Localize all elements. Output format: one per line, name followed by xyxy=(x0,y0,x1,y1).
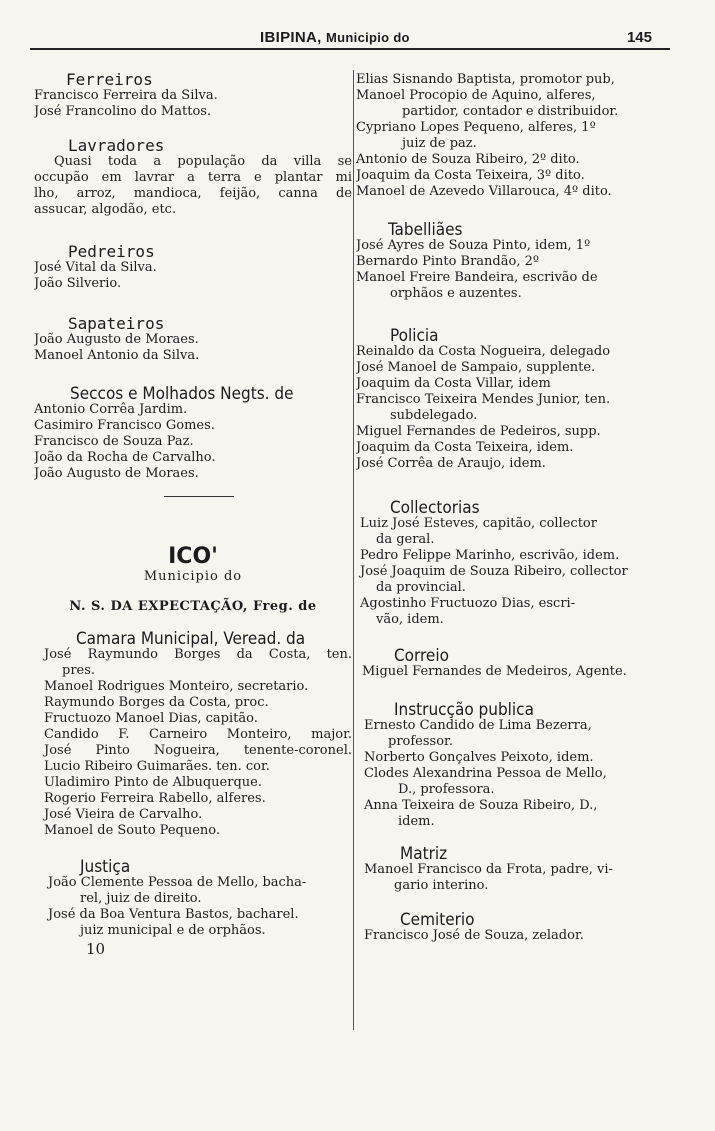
entry-line: Luiz José Esteves, capitão, collector xyxy=(360,516,597,531)
entry-line: partidor, contador e distribuidor. xyxy=(402,104,619,119)
entry-line: Raymundo Borges da Costa, proc. xyxy=(44,695,269,710)
section-sapateiros xyxy=(34,332,352,364)
entry-line: Antonio Corrêa Jardim. xyxy=(34,402,188,417)
entry-line: Manoel de Souto Pequeno. xyxy=(44,823,221,838)
entry-line: Joaquim da Costa Villar, idem xyxy=(356,376,551,391)
entry-line: idem. xyxy=(398,814,435,829)
entry-line: José Corrêa de Araujo, idem. xyxy=(356,456,546,471)
section-heading-justica: Justiça xyxy=(80,857,131,877)
paragraph-line: Quasi toda a população da villa se xyxy=(54,154,352,169)
entry-line: Agostinho Fructuozo Dias, escri- xyxy=(360,596,576,611)
entry-line: Francisco Ferreira da Silva. xyxy=(34,88,218,103)
entry-line: Anna Teixeira de Souza Ribeiro, D., xyxy=(364,798,598,813)
entry-line: João da Rocha de Carvalho. xyxy=(34,450,216,465)
entry-line: José Vital da Silva. xyxy=(34,260,157,275)
section-seccos xyxy=(34,402,352,482)
section-camara xyxy=(34,647,352,839)
section-justica xyxy=(34,875,352,939)
entry-line: José da Boa Ventura Bastos, bacharel. xyxy=(48,907,299,922)
column-divider xyxy=(353,70,354,1030)
entry-line: João Silverio. xyxy=(34,276,122,291)
entry-line: D., professora. xyxy=(398,782,495,797)
entry-line: Manoel Procopio de Aquino, alferes, xyxy=(356,88,596,103)
section-heading-cemiterio: Cemiterio xyxy=(400,910,475,930)
entry-line: José Francolino do Mattos. xyxy=(34,104,212,119)
entry-line: rel, juiz de direito. xyxy=(80,891,202,906)
section-officials xyxy=(356,72,674,200)
entry-line: Rogerio Ferreira Rabello, alferes. xyxy=(44,791,266,806)
section-heading-seccos: Seccos e Molhados Negts. de xyxy=(70,384,294,404)
entry-line: Francisco José de Souza, zelador. xyxy=(364,928,584,943)
entry-line: orphãos e auzentes. xyxy=(390,286,522,301)
entry-line: Uladimiro Pinto de Albuquerque. xyxy=(44,775,262,790)
right-column xyxy=(356,72,674,944)
municipality-title: ICO' xyxy=(168,544,218,569)
section-pedreiros xyxy=(34,260,352,292)
entry-line: Clodes Alexandrina Pessoa de Mello, xyxy=(364,766,607,781)
entry-line: Elias Sisnando Baptista, promotor pub, xyxy=(356,72,615,87)
entry-line: Ernesto Candido de Lima Bezerra, xyxy=(364,718,592,733)
entry-line: Lucio Ribeiro Guimarães. ten. cor. xyxy=(44,759,270,774)
entry-line: professor. xyxy=(388,734,453,749)
section-collectorias xyxy=(356,516,674,628)
parish-line: N. S. DA EXPECTAÇÃO, Freg. de xyxy=(69,599,317,614)
section-heading-ferreiros: Ferreiros xyxy=(66,70,153,89)
entry-line: João Augusto de Moraes. xyxy=(34,466,199,481)
entry-line: José Manoel de Sampaio, supplente. xyxy=(356,360,596,375)
entry-line: da geral. xyxy=(376,532,435,547)
section-heading-pedreiros: Pedreiros xyxy=(68,242,155,261)
entry-line: Miguel Fernandes de Medeiros, Agente. xyxy=(362,664,627,679)
entry-line: Fructuozo Manoel Dias, capitão. xyxy=(44,711,258,726)
header-title: IBIPINA, Municipio do xyxy=(260,29,410,46)
section-heading-collectorias: Collectorias xyxy=(390,498,480,518)
entry-line: gario interino. xyxy=(394,878,489,893)
paragraph-line: occupão em lavrar a terra e plantar mi xyxy=(34,170,352,185)
entry-line: João Augusto de Moraes. xyxy=(34,332,199,347)
section-correio xyxy=(356,664,674,680)
page-number: 145 xyxy=(626,29,652,46)
entry-line: José Raymundo Borges da Costa, ten. xyxy=(44,647,352,662)
entry-line: vão, idem. xyxy=(376,612,444,627)
entry-line: Antonio de Souza Ribeiro, 2º dito. xyxy=(356,152,580,167)
entry-line: Bernardo Pinto Brandão, 2º xyxy=(356,254,539,269)
entry-line: Joaquim da Costa Teixeira, idem. xyxy=(356,440,574,455)
left-column xyxy=(34,72,352,957)
entry-line: João Clemente Pessoa de Mello, bacha- xyxy=(48,875,307,890)
entry-line: Cypriano Lopes Pequeno, alferes, 1º xyxy=(356,120,596,135)
entry-line: José Pinto Nogueira, tenente-coronel. xyxy=(44,743,352,758)
section-heading-matriz: Matriz xyxy=(400,844,448,864)
section-heading-policia: Policia xyxy=(390,326,439,346)
section-heading-instruccao: Instrucção publica xyxy=(394,700,534,720)
entry-line: Francisco de Souza Paz. xyxy=(34,434,194,449)
entry-line: Manoel de Azevedo Villarouca, 4º dito. xyxy=(356,184,612,199)
section-heading-tabelliaes: Tabelliães xyxy=(388,220,463,240)
entry-line: Pedro Felippe Marinho, escrivão, idem. xyxy=(360,548,620,563)
municipality-subtitle: Municipio do xyxy=(143,569,243,584)
section-instruccao xyxy=(356,718,674,830)
entry-line: juiz de paz. xyxy=(402,136,477,151)
separator-rule xyxy=(34,496,352,497)
section-heading-camara: Camara Municipal, Veread. da xyxy=(76,629,306,649)
entry-line: José Joaquim de Souza Ribeiro, collector xyxy=(360,564,628,579)
paragraph-line: assucar, algodão, etc. xyxy=(34,202,177,217)
entry-line: José Vieira de Carvalho. xyxy=(44,807,203,822)
section-tabelliaes xyxy=(356,238,674,302)
entry-line: juiz municipal e de orphãos. xyxy=(80,923,266,938)
footer-signature-number: 10 xyxy=(86,940,106,958)
entry-line: subdelegado. xyxy=(390,408,478,423)
entry-line: pres. xyxy=(62,663,96,678)
section-lavradores xyxy=(34,154,352,218)
section-ferreiros xyxy=(34,88,352,120)
entry-line: Reinaldo da Costa Nogueira, delegado xyxy=(356,344,611,359)
entry-line: Norberto Gonçalves Peixoto, idem. xyxy=(364,750,594,765)
entry-line: José Ayres de Souza Pinto, idem, 1º xyxy=(356,238,591,253)
entry-line: Manoel Antonio da Silva. xyxy=(34,348,200,363)
paragraph-line: lho, arroz, mandioca, feijão, canna de xyxy=(34,186,352,201)
entry-line: da provincial. xyxy=(376,580,466,595)
entry-line: Joaquim da Costa Teixeira, 3º dito. xyxy=(356,168,585,183)
entry-line: Miguel Fernandes de Pedeiros, supp. xyxy=(356,424,601,439)
entry-line: Manoel Francisco da Frota, padre, vi- xyxy=(364,862,613,877)
entry-line: Casimiro Francisco Gomes. xyxy=(34,418,215,433)
entry-line: Manoel Freire Bandeira, escrivão de xyxy=(356,270,598,285)
section-policia xyxy=(356,344,674,472)
entry-line: Francisco Teixeira Mendes Junior, ten. xyxy=(356,392,611,407)
entry-line: Manoel Rodrigues Monteiro, secretario. xyxy=(44,679,309,694)
section-heading-sapateiros: Sapateiros xyxy=(68,314,165,333)
section-heading-lavradores: Lavradores xyxy=(68,136,165,155)
section-cemiterio xyxy=(356,928,674,944)
section-heading-correio: Correio xyxy=(394,646,449,666)
page-header xyxy=(30,26,670,50)
entry-line: Candido F. Carneiro Monteiro, major. xyxy=(44,727,352,742)
section-matriz xyxy=(356,862,674,894)
